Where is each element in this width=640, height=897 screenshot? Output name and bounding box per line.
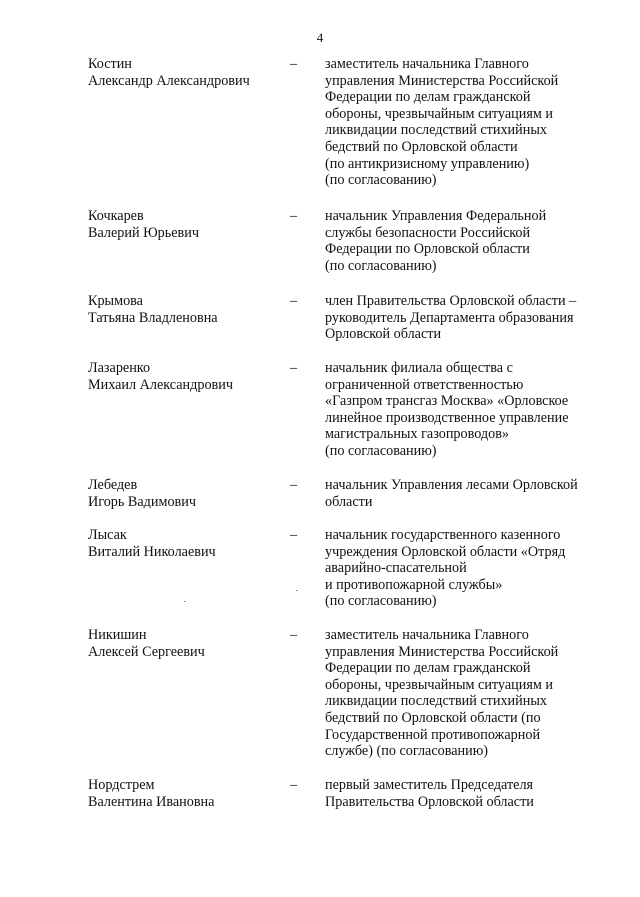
position-line: магистральных газопроводов» [325, 426, 509, 443]
separator-dash: – [290, 360, 298, 376]
member-surname: Костин [88, 56, 132, 72]
member-position [325, 208, 611, 274]
member-name [88, 477, 288, 510]
separator-dash: – [290, 208, 298, 224]
position-line: ликвидации последствий стихийных [325, 693, 547, 710]
separator-dash: – [290, 527, 298, 543]
position-line: службе) (по согласованию) [325, 743, 489, 760]
separator-dash: – [290, 477, 298, 493]
scan-speck [296, 590, 298, 591]
position-line: член Правительства Орловской области – [325, 293, 577, 309]
position-line: первый заместитель Председателя [325, 777, 534, 793]
position-line: заместитель начальника Главного [325, 627, 529, 643]
position-line: (по согласованию) [325, 257, 437, 274]
position-line: заместитель начальника Главного [325, 56, 529, 72]
member-given-names: Александр Александрович [88, 72, 250, 89]
separator-dash: – [290, 56, 298, 72]
member-position [325, 527, 611, 610]
position-line: Правительства Орловской области [325, 793, 534, 810]
member-given-names: Валерий Юрьевич [88, 224, 199, 241]
position-line: области [325, 493, 373, 510]
position-line: «Газпром трансгаз Москва» «Орловское [325, 393, 569, 410]
member-surname: Лазаренко [88, 360, 151, 376]
position-line: Государственной противопожарной [325, 726, 541, 743]
position-line: Федерации по Орловской области [325, 241, 530, 258]
position-line: линейное производственное управление [325, 409, 569, 426]
member-name [88, 208, 288, 241]
position-line: бедствий по Орловской области (по [325, 709, 541, 726]
position-line: и противопожарной службы» [325, 576, 503, 593]
member-position [325, 777, 611, 810]
position-line: начальник государственного казенного [325, 527, 561, 543]
position-line: обороны, чрезвычайным ситуациям и [325, 105, 553, 122]
position-line: (по согласованию) [325, 442, 437, 459]
separator-dash: – [290, 777, 298, 793]
member-position [325, 477, 611, 510]
member-given-names: Михаил Александрович [88, 376, 233, 393]
position-line: (по антикризисному управлению) [325, 155, 530, 172]
member-position [325, 293, 611, 343]
position-line: (по согласованию) [325, 172, 437, 189]
member-name [88, 527, 288, 560]
position-line: (по согласованию) [325, 593, 437, 610]
position-line: ограниченной ответственностью [325, 376, 524, 393]
member-name [88, 777, 288, 810]
position-line: обороны, чрезвычайным ситуациям и [325, 676, 553, 693]
position-line: учреждения Орловской области «Отряд [325, 543, 566, 560]
position-line: руководитель Департамента образования [325, 309, 574, 326]
member-position [325, 360, 611, 460]
position-line: Федерации по делам гражданской [325, 89, 531, 106]
member-given-names: Валентина Ивановна [88, 793, 215, 810]
member-surname: Никишин [88, 627, 147, 643]
scan-speck [184, 601, 186, 602]
position-line: ликвидации последствий стихийных [325, 122, 547, 139]
member-name [88, 56, 288, 89]
member-position [325, 56, 611, 189]
position-line: аварийно-спасательной [325, 560, 467, 577]
member-name [88, 293, 288, 326]
member-given-names: Виталий Николаевич [88, 543, 216, 560]
position-line: начальник филиала общества с [325, 360, 513, 376]
position-line: Федерации по делам гражданской [325, 660, 531, 677]
member-name [88, 360, 288, 393]
member-surname: Кочкарев [88, 208, 144, 224]
member-position [325, 627, 611, 760]
member-surname: Лебедев [88, 477, 138, 493]
position-line: бедствий по Орловской области [325, 138, 518, 155]
position-line: службы безопасности Российской [325, 224, 531, 241]
member-name [88, 627, 288, 660]
member-given-names: Алексей Сергеевич [88, 643, 205, 660]
position-line: начальник Управления лесами Орловской [325, 477, 578, 493]
separator-dash: – [290, 293, 298, 309]
member-surname: Крымова [88, 293, 143, 309]
member-given-names: Игорь Вадимович [88, 493, 196, 510]
member-surname: Лысак [88, 527, 127, 543]
position-line: управления Министерства Российской [325, 643, 559, 660]
position-line: Орловской области [325, 326, 442, 343]
separator-dash: – [290, 627, 298, 643]
page-number: 4 [316, 30, 324, 45]
member-given-names: Татьяна Владленовна [88, 309, 218, 326]
position-line: начальник Управления Федеральной [325, 208, 547, 224]
member-surname: Нордстрем [88, 777, 155, 793]
position-line: управления Министерства Российской [325, 72, 559, 89]
